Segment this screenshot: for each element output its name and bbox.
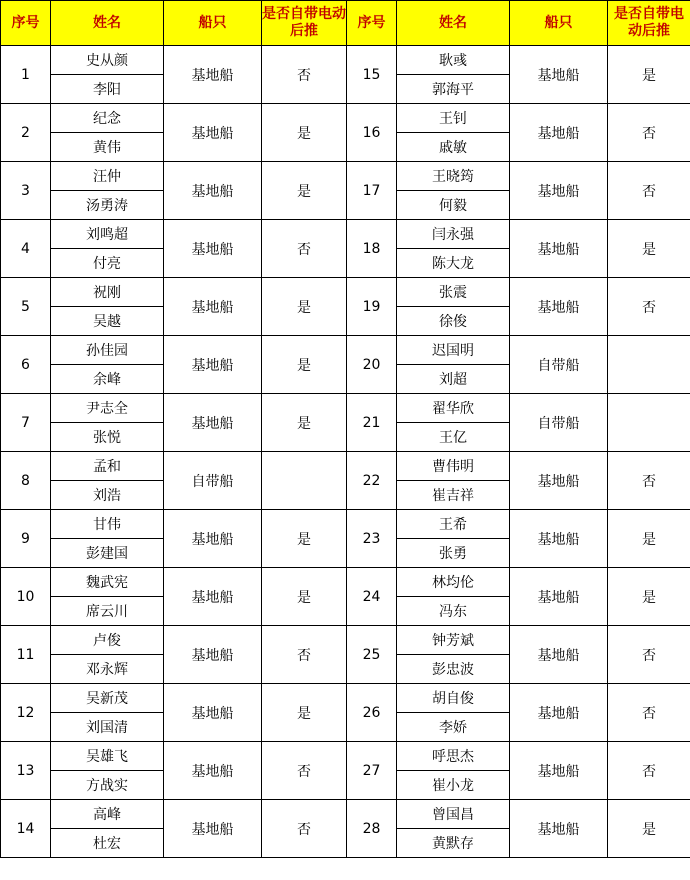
name-cell: 孟和 bbox=[51, 452, 164, 481]
motor-cell: 否 bbox=[608, 684, 690, 742]
serial-number-cell: 8 bbox=[1, 452, 51, 510]
table-row bbox=[1, 684, 690, 713]
motor-cell: 否 bbox=[262, 46, 347, 104]
motor-cell: 否 bbox=[262, 742, 347, 800]
serial-number-cell: 1 bbox=[1, 46, 51, 104]
header-cell: 船只 bbox=[510, 1, 608, 46]
header-row bbox=[1, 1, 690, 46]
boat-cell: 基地船 bbox=[164, 278, 262, 336]
name-cell: 王钊 bbox=[397, 104, 510, 133]
table-row bbox=[1, 742, 690, 771]
name-cell: 迟国明 bbox=[397, 336, 510, 365]
name-cell: 郭海平 bbox=[397, 75, 510, 104]
name-cell: 李阳 bbox=[51, 75, 164, 104]
name-cell: 胡自俊 bbox=[397, 684, 510, 713]
motor-cell: 否 bbox=[608, 452, 690, 510]
serial-number-cell: 21 bbox=[347, 394, 397, 452]
boat-cell: 基地船 bbox=[510, 510, 608, 568]
boat-cell: 基地船 bbox=[164, 336, 262, 394]
motor-cell: 否 bbox=[262, 220, 347, 278]
serial-number-cell: 10 bbox=[1, 568, 51, 626]
table-row bbox=[1, 220, 690, 249]
table-row bbox=[1, 162, 690, 191]
serial-number-cell: 25 bbox=[347, 626, 397, 684]
serial-number-cell: 13 bbox=[1, 742, 51, 800]
motor-cell: 是 bbox=[262, 568, 347, 626]
boat-cell: 基地船 bbox=[510, 104, 608, 162]
name-cell: 王希 bbox=[397, 510, 510, 539]
name-cell: 汪仲 bbox=[51, 162, 164, 191]
table-row bbox=[1, 278, 690, 307]
serial-number-cell: 11 bbox=[1, 626, 51, 684]
serial-number-cell: 15 bbox=[347, 46, 397, 104]
header-cell: 是否自带电动后推 bbox=[262, 1, 347, 46]
name-cell: 崔小龙 bbox=[397, 771, 510, 800]
boat-cell: 基地船 bbox=[164, 742, 262, 800]
table-row bbox=[1, 46, 690, 75]
motor-cell: 是 bbox=[262, 336, 347, 394]
motor-cell: 是 bbox=[608, 568, 690, 626]
motor-cell: 否 bbox=[608, 278, 690, 336]
name-cell: 刘浩 bbox=[51, 481, 164, 510]
name-cell: 卢俊 bbox=[51, 626, 164, 655]
boat-cell: 基地船 bbox=[510, 626, 608, 684]
serial-number-cell: 17 bbox=[347, 162, 397, 220]
boat-cell: 自带船 bbox=[510, 394, 608, 452]
boat-cell: 基地船 bbox=[164, 394, 262, 452]
serial-number-cell: 12 bbox=[1, 684, 51, 742]
serial-number-cell: 27 bbox=[347, 742, 397, 800]
serial-number-cell: 23 bbox=[347, 510, 397, 568]
serial-number-cell: 14 bbox=[1, 800, 51, 858]
boat-cell: 基地船 bbox=[164, 162, 262, 220]
name-cell: 冯东 bbox=[397, 597, 510, 626]
name-cell: 高峰 bbox=[51, 800, 164, 829]
name-cell: 耿彧 bbox=[397, 46, 510, 75]
motor-cell: 是 bbox=[262, 162, 347, 220]
motor-cell: 是 bbox=[608, 510, 690, 568]
name-cell: 祝刚 bbox=[51, 278, 164, 307]
boat-cell: 基地船 bbox=[510, 568, 608, 626]
name-cell: 吴越 bbox=[51, 307, 164, 336]
table-row bbox=[1, 800, 690, 829]
serial-number-cell: 20 bbox=[347, 336, 397, 394]
serial-number-cell: 22 bbox=[347, 452, 397, 510]
name-cell: 张震 bbox=[397, 278, 510, 307]
serial-number-cell: 2 bbox=[1, 104, 51, 162]
name-cell: 彭建国 bbox=[51, 539, 164, 568]
name-cell: 刘国清 bbox=[51, 713, 164, 742]
boat-cell: 基地船 bbox=[510, 46, 608, 104]
serial-number-cell: 7 bbox=[1, 394, 51, 452]
name-cell: 张勇 bbox=[397, 539, 510, 568]
boat-cell: 基地船 bbox=[164, 626, 262, 684]
table-row bbox=[1, 452, 690, 481]
motor-cell: 是 bbox=[262, 104, 347, 162]
boat-cell: 基地船 bbox=[510, 220, 608, 278]
name-cell: 余峰 bbox=[51, 365, 164, 394]
name-cell: 王亿 bbox=[397, 423, 510, 452]
boat-cell: 基地船 bbox=[510, 742, 608, 800]
header-cell: 船只 bbox=[164, 1, 262, 46]
motor-cell: 是 bbox=[608, 220, 690, 278]
name-cell: 邓永辉 bbox=[51, 655, 164, 684]
header-cell: 序号 bbox=[1, 1, 51, 46]
name-cell: 黄伟 bbox=[51, 133, 164, 162]
name-cell: 付亮 bbox=[51, 249, 164, 278]
header-cell: 是否自带电动后推 bbox=[608, 1, 690, 46]
table-row bbox=[1, 336, 690, 365]
motor-cell: 是 bbox=[608, 46, 690, 104]
serial-number-cell: 28 bbox=[347, 800, 397, 858]
serial-number-cell: 9 bbox=[1, 510, 51, 568]
name-cell: 吴新茂 bbox=[51, 684, 164, 713]
boat-cell: 自带船 bbox=[164, 452, 262, 510]
motor-cell bbox=[608, 336, 690, 394]
serial-number-cell: 5 bbox=[1, 278, 51, 336]
name-cell: 林均伦 bbox=[397, 568, 510, 597]
serial-number-cell: 26 bbox=[347, 684, 397, 742]
motor-cell: 否 bbox=[262, 626, 347, 684]
motor-cell: 否 bbox=[608, 162, 690, 220]
name-cell: 翟华欣 bbox=[397, 394, 510, 423]
motor-cell: 是 bbox=[262, 394, 347, 452]
name-cell: 曾国昌 bbox=[397, 800, 510, 829]
name-cell: 戚敏 bbox=[397, 133, 510, 162]
motor-cell: 是 bbox=[262, 510, 347, 568]
serial-number-cell: 16 bbox=[347, 104, 397, 162]
motor-cell: 否 bbox=[608, 104, 690, 162]
boat-cell: 基地船 bbox=[510, 278, 608, 336]
boat-cell: 基地船 bbox=[510, 162, 608, 220]
boat-cell: 基地船 bbox=[164, 46, 262, 104]
boat-cell: 基地船 bbox=[164, 684, 262, 742]
boat-cell: 基地船 bbox=[164, 220, 262, 278]
boat-cell: 基地船 bbox=[164, 568, 262, 626]
motor-cell bbox=[608, 394, 690, 452]
name-cell: 孙佳园 bbox=[51, 336, 164, 365]
boat-cell: 基地船 bbox=[510, 800, 608, 858]
name-cell: 闫永强 bbox=[397, 220, 510, 249]
motor-cell: 否 bbox=[608, 626, 690, 684]
name-cell: 席云川 bbox=[51, 597, 164, 626]
name-cell: 何毅 bbox=[397, 191, 510, 220]
name-cell: 曹伟明 bbox=[397, 452, 510, 481]
motor-cell: 是 bbox=[262, 684, 347, 742]
name-cell: 黄默存 bbox=[397, 829, 510, 858]
boat-cell: 自带船 bbox=[510, 336, 608, 394]
name-cell: 纪念 bbox=[51, 104, 164, 133]
serial-number-cell: 19 bbox=[347, 278, 397, 336]
boat-cell: 基地船 bbox=[164, 800, 262, 858]
name-cell: 王晓筠 bbox=[397, 162, 510, 191]
serial-number-cell: 24 bbox=[347, 568, 397, 626]
name-cell: 甘伟 bbox=[51, 510, 164, 539]
name-cell: 钟芳斌 bbox=[397, 626, 510, 655]
name-cell: 陈大龙 bbox=[397, 249, 510, 278]
name-cell: 尹志全 bbox=[51, 394, 164, 423]
serial-number-cell: 3 bbox=[1, 162, 51, 220]
name-cell: 刘超 bbox=[397, 365, 510, 394]
name-cell: 魏武宪 bbox=[51, 568, 164, 597]
boat-cell: 基地船 bbox=[164, 104, 262, 162]
name-cell: 汤勇涛 bbox=[51, 191, 164, 220]
name-cell: 方战实 bbox=[51, 771, 164, 800]
header-cell: 姓名 bbox=[51, 1, 164, 46]
header-cell: 姓名 bbox=[397, 1, 510, 46]
name-cell: 刘鸣超 bbox=[51, 220, 164, 249]
motor-cell: 是 bbox=[608, 800, 690, 858]
serial-number-cell: 18 bbox=[347, 220, 397, 278]
motor-cell bbox=[262, 452, 347, 510]
name-cell: 史从颜 bbox=[51, 46, 164, 75]
name-cell: 崔吉祥 bbox=[397, 481, 510, 510]
name-cell: 张悦 bbox=[51, 423, 164, 452]
table-row bbox=[1, 626, 690, 655]
motor-cell: 否 bbox=[262, 800, 347, 858]
motor-cell: 否 bbox=[608, 742, 690, 800]
name-cell: 彭忠波 bbox=[397, 655, 510, 684]
header-cell: 序号 bbox=[347, 1, 397, 46]
serial-number-cell: 4 bbox=[1, 220, 51, 278]
boat-cell: 基地船 bbox=[510, 452, 608, 510]
name-cell: 杜宏 bbox=[51, 829, 164, 858]
name-cell: 吴雄飞 bbox=[51, 742, 164, 771]
boat-cell: 基地船 bbox=[164, 510, 262, 568]
name-cell: 呼思杰 bbox=[397, 742, 510, 771]
table-row bbox=[1, 510, 690, 539]
serial-number-cell: 6 bbox=[1, 336, 51, 394]
name-cell: 李娇 bbox=[397, 713, 510, 742]
name-cell: 徐俊 bbox=[397, 307, 510, 336]
table-row bbox=[1, 568, 690, 597]
motor-cell: 是 bbox=[262, 278, 347, 336]
boat-cell: 基地船 bbox=[510, 684, 608, 742]
table-row bbox=[1, 104, 690, 133]
roster-body bbox=[1, 46, 690, 858]
table-row bbox=[1, 394, 690, 423]
